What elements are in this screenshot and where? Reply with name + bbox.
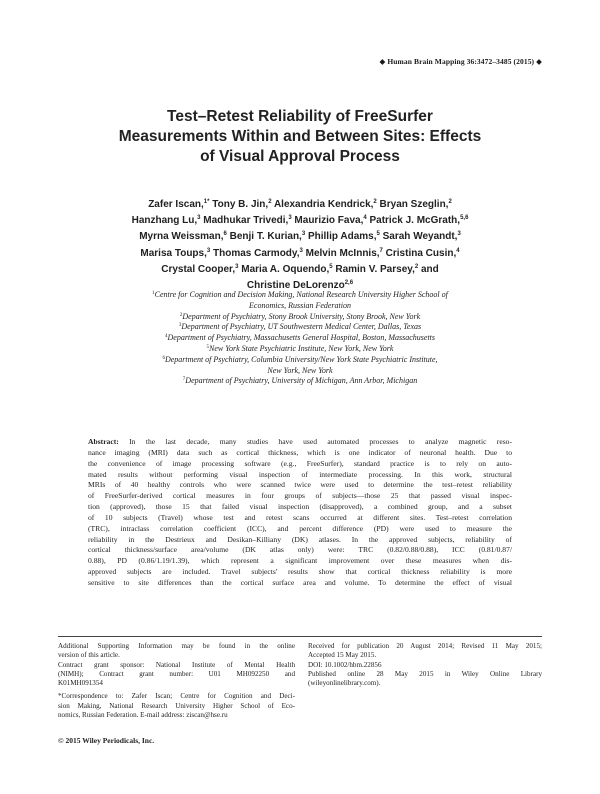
affiliation-text: Economics, Russian Federation [249, 300, 351, 310]
published-online-line: Published online 28 May 2015 in Wiley Online Library [308, 669, 542, 678]
affiliation-mark: 6 [162, 355, 165, 361]
abstract-line: the convenience of image processing software (e.g., FreeSurfer), standard practice is to rely on auto- [88, 458, 512, 468]
author-name: Cristina Cusin, [382, 247, 457, 259]
footnotes-left [58, 642, 295, 720]
author-name: Christine DeLorenzo [246, 280, 345, 292]
author-affiliation-mark: 3 [457, 231, 461, 238]
abstract [88, 437, 512, 589]
correspondence-line: *Correspondence to: Zafer Iscan; Centre for Cognition and Deci- [58, 692, 295, 701]
abstract-line: nance imaging (MRI) data such as cortical thickness, which is one indicator of neuronal health. Due to [88, 447, 512, 457]
author-name: Sarah Weyandt, [379, 231, 458, 243]
author-name: Myrna Weissman, [139, 231, 224, 243]
affiliation-line [0, 355, 600, 366]
affiliation-mark: 2 [179, 312, 183, 318]
paper-title [0, 107, 600, 167]
author-affiliation-mark: 1* [203, 199, 210, 205]
title-line: Measurements Within and Between Sites: Effects [118, 128, 482, 145]
author-affiliation-mark: 4 [363, 215, 367, 222]
author-name: Alexandria Kendrick, [271, 199, 374, 210]
affiliation-line [0, 366, 600, 377]
abstract-line: (TRC), intraclass correlation coefficient (ICC), and percent difference (PD) were used to measure the [88, 523, 512, 533]
affiliation-line [0, 301, 600, 312]
author-name: Madhukar Trivedi, [200, 215, 289, 227]
abstract-line: cortical thickness/surface area/volume (DK atlas only) were: TRC (0.82/0.88/0.88), ICC (0.81/0.87/ [88, 545, 512, 555]
abstract-line: tion (approved), those 15 that failed visual inspection (disapproved), a combined group, and a subset [88, 502, 512, 512]
author-affiliation-mark: 3 [299, 247, 303, 254]
title-line: Test–Retest Reliability of FreeSurfer [167, 108, 433, 125]
abstract-line: sensitive to site differences than the cortical surface area and volume. To determine the effect of visual [88, 577, 512, 587]
affiliation-text: Department of Psychiatry, Massachusetts General Hospital, Boston, Massachusetts [167, 333, 436, 343]
abstract-line: of FreeSurfer-derived cortical measures in four groups of subjects—those 25 that passed visual inspec- [88, 491, 512, 501]
author-affiliation-mark: 2 [373, 199, 377, 205]
affiliation-list [0, 290, 600, 387]
abstract-line: 0.88), PD (0.86/1.19/1.39), which represent a significant improvement over these measures when dis- [88, 556, 512, 566]
affiliation-mark: 5 [206, 344, 210, 350]
affiliation-mark: 4 [164, 334, 168, 340]
abstract-label: Abstract: [88, 437, 119, 446]
doi: DOI: 10.1002/hbm.22856 [308, 660, 382, 669]
affiliation-line [0, 376, 600, 387]
footnotes-right [308, 642, 542, 688]
author-name: Phillip Adams, [305, 231, 377, 243]
affiliation-mark: 7 [182, 377, 186, 383]
author-name: Bryan Szeglin, [376, 199, 449, 210]
author-affiliation-mark: 5 [329, 263, 333, 270]
author-name: Maurizio Fava, [291, 215, 364, 227]
author-line [0, 246, 600, 262]
author-affiliation-mark: 3 [301, 231, 306, 238]
copyright: © 2015 Wiley Periodicals, Inc. [58, 736, 155, 745]
author-affiliation-mark: 3 [206, 247, 211, 254]
author-name: Patrick J. McGrath, [366, 215, 461, 227]
title-line: of Visual Approval Process [200, 148, 400, 165]
affiliation-text: Department of Psychiatry, UT Southwestern Medical Center, Dallas, Texas [181, 322, 422, 332]
affiliation-line [0, 322, 600, 333]
abstract-line: approved subjects are included. Travel subjects' results show that cortical thickness reliability is more [88, 567, 512, 577]
author-line [0, 213, 600, 229]
affiliation-text: Department of Psychiatry, University of Michigan, Ann Arbor, Michigan [185, 376, 418, 386]
abstract-line: reliability in the Destrieux and Desikan–Killiany (DK) atlases. In the approved subjects, reliability of [88, 534, 512, 544]
author-name: Maria A. Oquendo, [238, 263, 330, 275]
footnote-line: (NIMH); Contract grant number: U01 MH092250 and [58, 669, 295, 678]
author-line [0, 197, 600, 213]
footnote-divider [58, 636, 542, 637]
footnote-line: Contract grant sponsor: National Institute of Mental Health [58, 660, 295, 669]
abstract-line [88, 437, 512, 448]
author-name: Ramin V. Parsey, [332, 263, 415, 275]
author-affiliation-mark: 3 [235, 263, 239, 270]
publication-history-line: Accepted 15 May 2015. [308, 651, 377, 660]
author-name: Thomas Carmody, [210, 247, 300, 259]
author-affiliation-mark: 2,6 [344, 280, 354, 287]
author-name: Zafer Iscan, [148, 199, 204, 210]
author-affiliation-mark: 3 [288, 215, 292, 222]
affiliation-line [0, 344, 600, 355]
author-affiliation-mark: 2 [448, 199, 452, 205]
footnote-line: K01MH091354 [58, 679, 103, 688]
affiliation-text: Department of Psychiatry, Stony Brook University, Stony Brook, New York [182, 311, 421, 321]
author-name: Hanzhang Lu, [131, 215, 198, 227]
correspondence-line: nomics, Russian Federation. E-mail address: ziscan@hse.ru [58, 711, 228, 720]
author-affiliation-mark: 2 [268, 199, 272, 205]
author-name: Marisa Toups, [140, 247, 207, 259]
author-name: Crystal Cooper, [161, 263, 236, 275]
author-affiliation-mark: 7 [379, 247, 383, 254]
footnote-line: Additional Supporting Information may be found in the online [58, 642, 295, 650]
affiliation-mark: 3 [178, 323, 182, 329]
affiliation-mark: 1 [152, 291, 155, 296]
author-affiliation-mark: 5,6 [460, 215, 469, 222]
author-list [0, 197, 600, 294]
author-name: Tony B. Jin, [209, 199, 269, 210]
published-online-line: (wileyonlinelibrary.com). [308, 679, 381, 688]
author-name: Benji T. Kurian, [226, 231, 302, 243]
abstract-text: In the last decade, many studies have used automated processes to analyze magnetic reso- [118, 437, 512, 446]
affiliation-text: New York, New York [267, 365, 333, 375]
author-affiliation-mark: 5 [376, 231, 380, 238]
author-line [0, 229, 600, 245]
affiliation-line [0, 290, 600, 301]
abstract-line: MRIs of 40 healthy controls who were scanned twice were used to determine the test–retest reliability [88, 480, 512, 490]
affiliation-text: Centre for Cognition and Decision Making, National Research University Higher School of [154, 290, 448, 299]
affiliation-line [0, 312, 600, 323]
publication-history-line: Received for publication 20 August 2014; Revised 11 May 2015; [308, 642, 542, 650]
abstract-line: mated results without performing visual inspection of intermediate processing. In this work, structural [88, 469, 512, 479]
author-name: Melvin McInnis, [302, 247, 380, 259]
affiliation-line [0, 333, 600, 344]
abstract-line: of 10 subjects (Travel) whose test and retest scans occurred at different sites. Test–retest correlation [88, 512, 512, 522]
correspondence-line: sion Making, National Research University Higher School of Eco- [58, 701, 295, 710]
author-line [0, 262, 600, 278]
author-affiliation-mark: 4 [456, 247, 460, 254]
author-conjunction: and [418, 263, 439, 275]
author-affiliation-mark: 3 [197, 215, 201, 222]
footnote-line: version of this article. [58, 651, 120, 660]
journal-header: ◆ Human Brain Mapping 36:3472–3485 (2015) ◆ [379, 57, 542, 66]
affiliation-text: New York State Psychiatric Institute, New York, New York [209, 343, 394, 353]
affiliation-text: Department of Psychiatry, Columbia University/New York State Psychiatric Institute, [164, 354, 438, 364]
author-affiliation-mark: 6 [223, 231, 227, 238]
author-affiliation-mark: 2 [414, 263, 419, 270]
